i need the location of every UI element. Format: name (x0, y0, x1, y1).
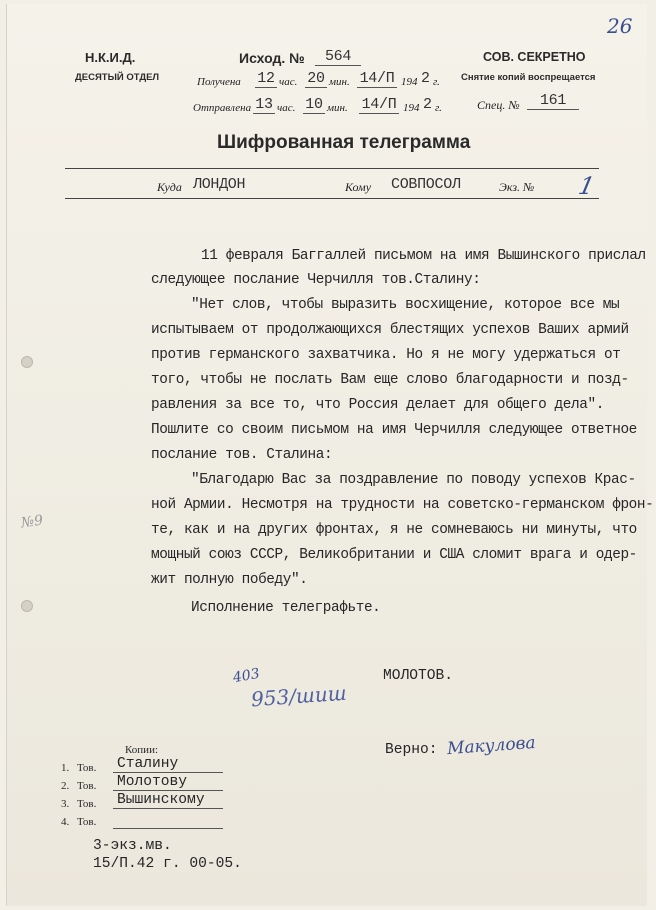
received-year-suffix: 2 (421, 70, 430, 87)
to-label: Куда (157, 180, 182, 194)
body-line-9: послание тов. Сталина: (151, 447, 333, 463)
copy-label-2: Тов. (77, 780, 97, 792)
body-line-5: против германского захватчика. Но я не могу удержаться от (151, 347, 621, 363)
received-label: Получена (197, 76, 241, 88)
body-line-13: мощный союз СССР, Великобритании и США сломит врага и одер- (151, 547, 637, 563)
copy-name-4 (113, 810, 223, 829)
received-hour-unit: час. (279, 76, 298, 88)
sent-minute-unit: мин. (327, 102, 348, 114)
spec-label: Спец. № (477, 98, 520, 112)
received-year-prefix: 194 (401, 76, 418, 88)
signature-molotov: МОЛОТОВ. (383, 668, 454, 684)
sent-year-prefix: 194 (403, 102, 420, 114)
body-line-8: Пошлите со своим письмом на имя Черчилля следующее ответное (151, 422, 637, 438)
pen-note-registration: 953/шиш (250, 680, 348, 712)
body-line-10: "Благодарю Вас за поздравление по поводу успехов Крас- (191, 472, 636, 488)
page-number: 26 (607, 14, 633, 38)
copy-name-1: Сталину (113, 756, 223, 773)
sent-year-unit: г. (435, 102, 442, 114)
copy-name-2: Молотову (113, 774, 223, 791)
address-bottom-rule (65, 198, 599, 199)
body-line-6: того, чтобы не послать Вам еще слово благодарности и позд- (151, 372, 629, 388)
footer-copies-count: 3-экз.мв. (93, 838, 172, 854)
body-line-1: 11 февраля Баггаллей письмом на имя Вышинского прислал (201, 248, 646, 264)
received-date: 14/П (357, 70, 397, 88)
sent-date: 14/П (359, 96, 399, 114)
whom-value: СОВПОСОЛ (391, 176, 461, 193)
received-minute: 20 (305, 70, 327, 88)
copy-label-1: Тов. (77, 762, 97, 774)
footer-dispatch-time: 15/П.42 г. 00-05. (93, 856, 242, 872)
whom-label: Кому (345, 180, 372, 194)
received-minute-unit: мин. (329, 76, 350, 88)
outgoing-label: Исход. № (239, 50, 305, 66)
to-value: ЛОНДОН (193, 176, 246, 193)
spec-number: 161 (527, 92, 579, 110)
copy-label-3: Тов. (77, 798, 97, 810)
copy-name-3: Вышинскому (113, 792, 223, 809)
copy-label-4: Тов. (77, 816, 97, 828)
copy-number: 1 (576, 172, 598, 200)
sent-hour-unit: час. (277, 102, 296, 114)
classification: СОВ. СЕКРЕТНО (483, 50, 586, 64)
body-line-11: ной Армии. Несмотря на трудности на советско-германском фрон- (151, 497, 654, 513)
sent-year-suffix: 2 (423, 96, 432, 113)
punch-hole-top (21, 356, 33, 368)
body-line-3: "Нет слов, чтобы выразить восхищение, которое все мы (191, 297, 620, 313)
body-line-2: следующее послание Черчилля тов.Сталину: (151, 272, 481, 288)
copies-title: Копии: (125, 744, 159, 756)
sent-label: Отправлена (193, 102, 252, 114)
received-year-unit: г. (433, 76, 440, 88)
copy-num-3: 3. (61, 798, 70, 810)
pen-note-top: 403 (231, 665, 261, 687)
body-line-7: равления за все то, что Россия делает для общего дела". (151, 397, 604, 413)
copy-num-1: 1. (61, 762, 70, 774)
side-mark: №9 (19, 512, 45, 532)
address-top-rule (65, 168, 599, 169)
copy-number-label: Экз. № (499, 180, 535, 194)
telegram-page (6, 4, 654, 906)
copy-num-4: 4. (61, 816, 70, 828)
department: ДЕСЯТЫЙ ОТДЕЛ (75, 72, 160, 83)
body-line-15: Исполнение телеграфьте. (191, 600, 381, 616)
body-line-14: жит полную победу". (151, 572, 308, 588)
body-line-4: испытываем от продолжающихся блестящих успехов Ваших армий (151, 322, 629, 338)
document-title: Шифрованная телеграмма (217, 132, 471, 153)
verified-signature: Макулова (446, 732, 537, 760)
body-line-12: те, как и на других фронтах, я не сомневаюсь ни минуты, что (151, 522, 637, 538)
outgoing-number: 564 (315, 48, 361, 66)
punch-hole-bottom (21, 600, 33, 612)
verified-label: Верно: (385, 742, 438, 758)
sent-hour: 13 (253, 96, 275, 114)
org-name: Н.К.И.Д. (85, 50, 136, 65)
received-hour: 12 (255, 70, 277, 88)
copy-prohibition: Снятие копий воспрещается (461, 72, 596, 83)
sent-minute: 10 (303, 96, 325, 114)
copy-num-2: 2. (61, 780, 70, 792)
